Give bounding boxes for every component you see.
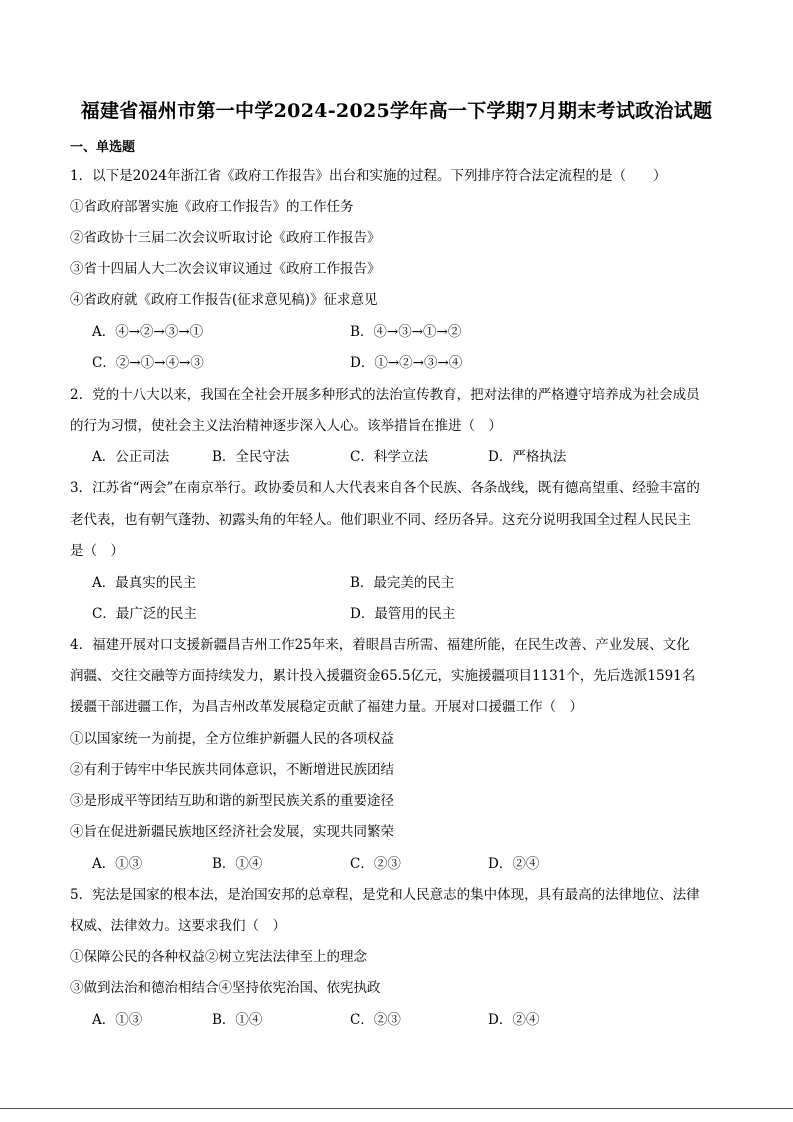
q4-item-1: ①以国家统一为前提，全方位维护新疆人民的各项权益 xyxy=(70,731,394,747)
q1-item-3: ③省十四届人大二次会议审议通过《政府工作报告》 xyxy=(70,261,381,277)
q2-stem-line-1: 2．党的十八大以来，我国在全社会开展多种形式的法治宣传教育，把对法律的严格遵守培养成为社会成员 xyxy=(70,387,700,403)
q3-option-a[interactable]: A．最真实的民主 xyxy=(92,575,197,591)
q1-option-b[interactable]: B．④→③→①→② xyxy=(350,324,462,340)
q5-stem-line-2: 权威、法律效力。这要求我们（ ） xyxy=(70,918,286,934)
q2-option-b[interactable]: B．全民守法 xyxy=(212,449,290,465)
q4-item-4: ④旨在促进新疆民族地区经济社会发展，实现共同繁荣 xyxy=(70,824,394,840)
q4-stem-line-3: 援疆干部进疆工作，为昌吉州改革发展稳定贡献了福建力量。开展对口援疆工作（ ） xyxy=(70,699,583,715)
q4-item-2: ②有利于铸牢中华民族共同体意识，不断增进民族团结 xyxy=(70,762,394,778)
q5-item-1: ①保障公民的各种权益②树立宪法法律至上的理念 xyxy=(70,949,367,965)
q4-option-a[interactable]: A．①③ xyxy=(92,856,143,872)
q3-stem-line-1: 3．江苏省“两会”在南京举行。政协委员和人大代表来自各个民族、各条战线，既有德高望重、经验丰富的 xyxy=(70,480,700,496)
page-bottom-rule xyxy=(0,1108,793,1109)
q2-option-d[interactable]: D．严格执法 xyxy=(488,449,567,465)
q1-option-c[interactable]: C．②→①→④→③ xyxy=(92,355,204,371)
q3-stem-line-3: 是（ ） xyxy=(70,543,124,559)
q4-option-c[interactable]: C．②③ xyxy=(350,856,401,872)
q1-item-2: ②省政协十三届二次会议听取讨论《政府工作报告》 xyxy=(70,230,381,246)
q5-option-a[interactable]: A．①③ xyxy=(92,1012,143,1028)
q3-stem-line-2: 老代表，也有朝气蓬勃、初露头角的年轻人。他们职业不同、经历各异。这充分说明我国全过程人民民主 xyxy=(70,512,691,528)
q3-option-c[interactable]: C．最广泛的民主 xyxy=(92,606,197,622)
q3-option-b[interactable]: B．最完美的民主 xyxy=(350,575,455,591)
q4-stem-line-1: 4．福建开展对口支援新疆昌吉州工作25年来，着眼昌吉所需、福建所能，在民生改善、产业发展、文化 xyxy=(70,637,690,653)
q4-option-b[interactable]: B．①④ xyxy=(212,856,263,872)
q2-stem-line-2: 的行为习惯，使社会主义法治精神逐步深入人心。该举措旨在推进（ ） xyxy=(70,418,502,434)
q1-item-4: ④省政府就《政府工作报告(征求意见稿)》征求意见 xyxy=(70,292,378,308)
exam-title: 福建省福州市第一中学2024-2025学年高一下学期7月期末考试政治试题 xyxy=(80,100,713,122)
q1-option-d[interactable]: D．①→②→③→④ xyxy=(350,355,463,371)
section-heading: 一、单选题 xyxy=(70,140,136,155)
q4-stem-line-2: 润疆、交往交融等方面持续发力，累计投入援疆资金65.5亿元，实施援疆项目1131个，先后选派1591名 xyxy=(70,668,696,684)
q2-option-c[interactable]: C．科学立法 xyxy=(350,449,428,465)
q5-item-2: ③做到法治和德治相结合④坚持依宪治国、依宪执政 xyxy=(70,980,381,996)
q5-option-c[interactable]: C．②③ xyxy=(350,1012,401,1028)
q5-option-b[interactable]: B．①④ xyxy=(212,1012,263,1028)
q1-stem-line-1: 1．以下是2024年浙江省《政府工作报告》出台和实施的过程。下列排序符合法定流程的是（ ） xyxy=(70,168,667,184)
q5-option-d[interactable]: D．②④ xyxy=(488,1012,540,1028)
q1-item-1: ①省政府部署实施《政府工作报告》的工作任务 xyxy=(70,199,354,215)
q5-stem-line-1: 5．宪法是国家的根本法，是治国安邦的总章程，是党和人民意志的集中体现，具有最高的法律地位、法律 xyxy=(70,887,700,903)
q4-option-d[interactable]: D．②④ xyxy=(488,856,540,872)
q1-option-a[interactable]: A．④→②→③→① xyxy=(92,324,204,340)
q3-option-d[interactable]: D．最管用的民主 xyxy=(350,606,456,622)
q2-option-a[interactable]: A．公正司法 xyxy=(92,449,170,465)
q4-item-3: ③是形成平等团结互助和谐的新型民族关系的重要途径 xyxy=(70,793,394,809)
